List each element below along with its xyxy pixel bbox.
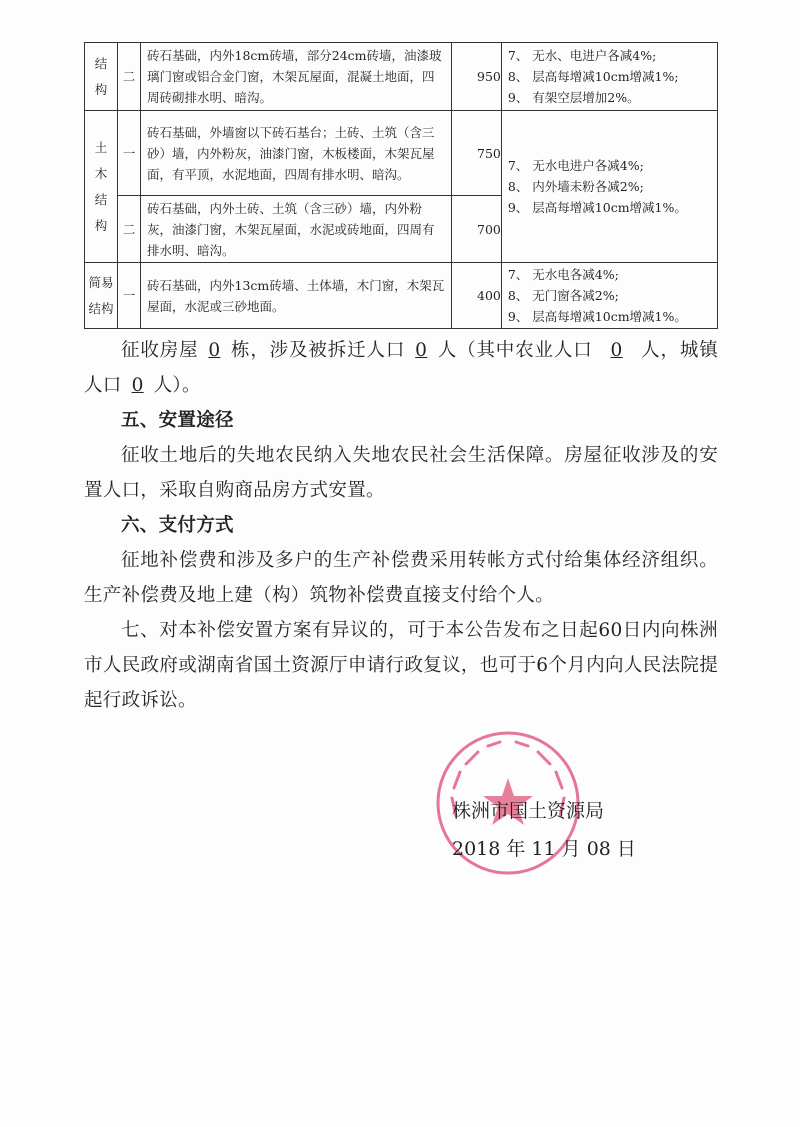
note: 9、 层高每增减10cm增减1%。 bbox=[507, 200, 687, 215]
paragraph: 征收土地后的失地农民纳入失地农民社会生活保障。房屋征收涉及的安置人口，采取自购商品房方式安置。 bbox=[84, 445, 718, 501]
blank-value: 0 bbox=[131, 375, 144, 396]
text: 人（其中农业人口 bbox=[437, 340, 593, 361]
note: 8、 内外墙未粉各减2%; bbox=[507, 179, 644, 194]
structure-type: 土木结构 bbox=[94, 139, 108, 233]
table-row bbox=[85, 111, 718, 196]
description-cell: 砖石基础，内外18cm砖墙，部分24cm砖墙，油漆玻璃门窗或铝合金门窗，木架瓦屋面，混凝土地面，四周砖砌排水明、暗沟。 bbox=[141, 43, 452, 111]
text: 人，城镇人口 bbox=[84, 340, 719, 396]
text: 征收房屋 bbox=[121, 340, 199, 361]
structure-type-cell bbox=[85, 111, 118, 263]
structure-type: 简易结构 bbox=[88, 274, 114, 316]
table-row bbox=[85, 263, 718, 329]
notes-cell bbox=[501, 263, 717, 329]
price-cell: 400 bbox=[452, 263, 502, 329]
note: 9、 有架空层增加2%。 bbox=[507, 90, 640, 105]
text: 人）。 bbox=[153, 375, 201, 396]
description-cell: 砖石基础，外墙窗以下砖石基台；土砖、土筑（含三砂）墙，内外粉灰，油漆门窗，木板楼面，木架瓦屋面，有平顶，水泥地面，四周有排水明、暗沟。 bbox=[141, 111, 452, 196]
blank-value: 0 bbox=[610, 340, 623, 361]
text: 栋，涉及被拆迁人口 bbox=[230, 340, 406, 361]
structure-type-cell bbox=[85, 43, 118, 111]
notes-cell bbox=[501, 43, 717, 111]
grade-cell: 一 bbox=[118, 263, 141, 329]
document-body bbox=[84, 333, 718, 718]
description-cell: 砖石基础，内外13cm砖墙、土体墙，木门窗，木架瓦屋面，水泥或三砂地面。 bbox=[141, 263, 452, 329]
description-cell: 砖石基础，内外土砖、土筑（含三砂）墙，内外粉灰，油漆门窗，木架瓦屋面，水泥或砖地面，四周有排水明、暗沟。 bbox=[141, 196, 452, 263]
compensation-table bbox=[84, 42, 718, 329]
notes-cell bbox=[501, 111, 717, 263]
section-heading: 五、安置途径 bbox=[121, 410, 234, 431]
table-row bbox=[85, 43, 718, 111]
blank-value: 0 bbox=[208, 340, 221, 361]
signature-organization: 株洲市国土资源局 bbox=[452, 800, 605, 822]
note: 8、 无门窗各减2%; bbox=[507, 288, 619, 303]
grade-cell: 一 bbox=[118, 111, 141, 196]
paragraph: 征地补偿费和涉及多户的生产补偿费采用转帐方式付给集体经济组织。生产补偿费及地上建（构）筑物补偿费直接支付给个人。 bbox=[84, 550, 718, 606]
price-cell: 750 bbox=[452, 111, 502, 196]
grade-cell: 二 bbox=[118, 43, 141, 111]
grade-cell: 二 bbox=[118, 196, 141, 263]
price-cell: 950 bbox=[452, 43, 502, 111]
note: 7、 无水、电进户各减4%; bbox=[507, 48, 657, 63]
paragraph: 七、对本补偿安置方案有异议的，可于本公告发布之日起60日内向株洲市人民政府或湖南省国土资源厅申请行政复议，也可于6个月内向人民法院提起行政诉讼。 bbox=[84, 620, 718, 711]
housing-paragraph bbox=[84, 333, 718, 403]
note: 9、 层高每增减10cm增减1%。 bbox=[507, 309, 687, 324]
note: 8、 层高每增减10cm增减1%; bbox=[507, 69, 679, 84]
price-cell: 700 bbox=[452, 196, 502, 263]
blank-value: 0 bbox=[415, 340, 428, 361]
signature-date: 2018 年 11 月 08 日 bbox=[452, 838, 636, 860]
structure-type: 结构 bbox=[94, 55, 108, 97]
structure-type-cell bbox=[85, 263, 118, 329]
note: 7、 无水电各减4%; bbox=[507, 267, 619, 282]
section-heading: 六、支付方式 bbox=[121, 515, 234, 536]
note: 7、 无水电进户各减4%; bbox=[507, 158, 644, 173]
